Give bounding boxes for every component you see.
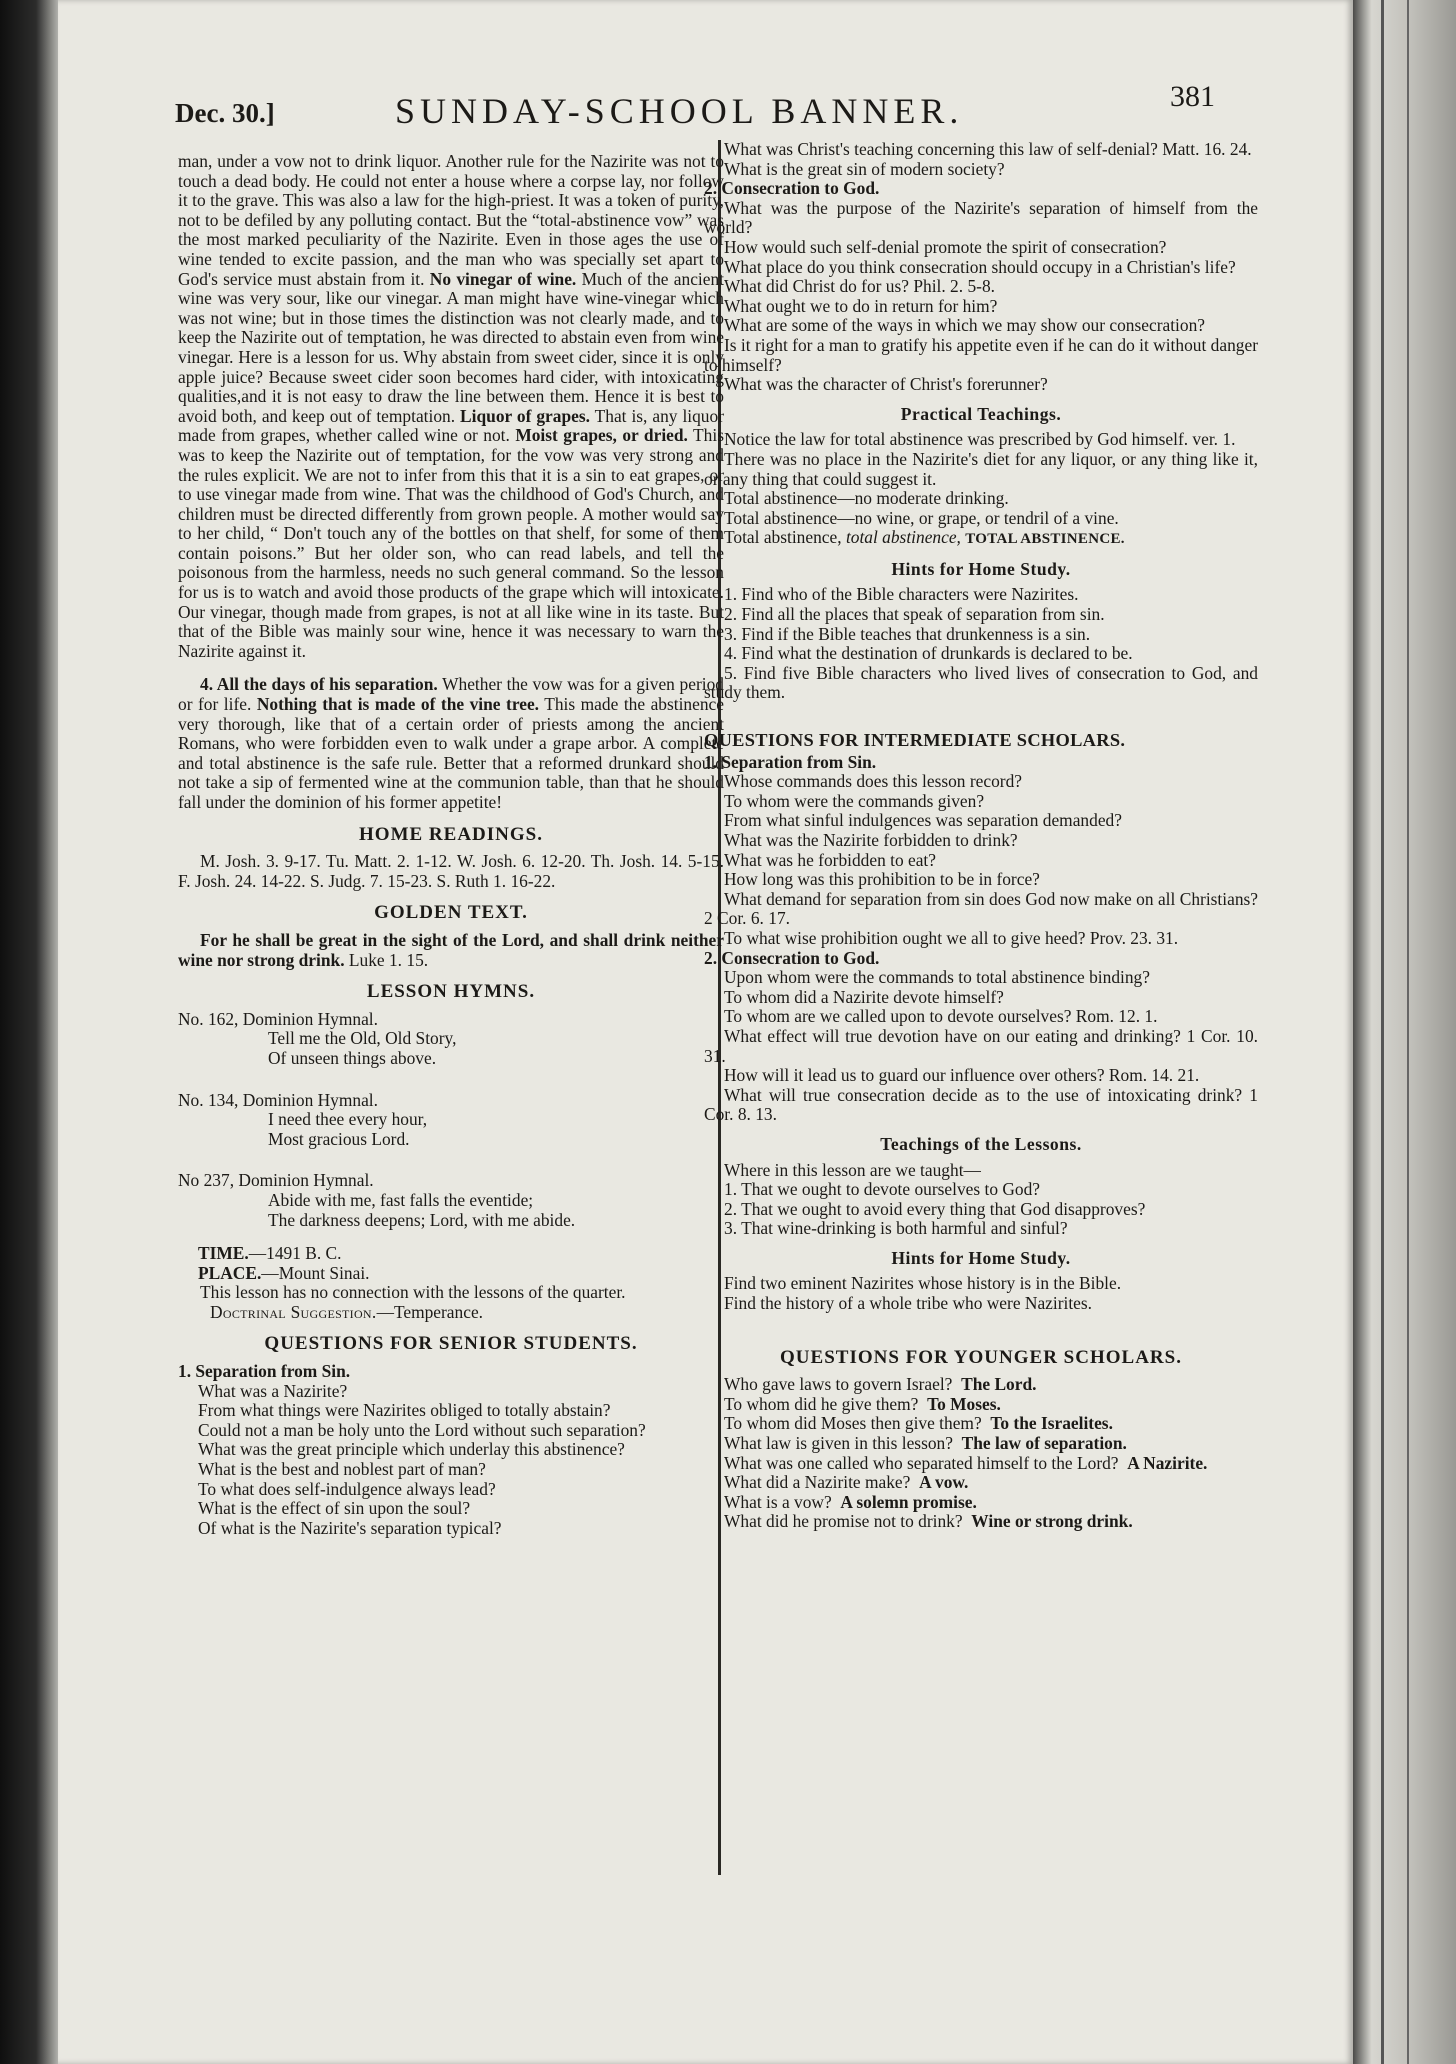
bold-phrase: Nothing that is made of the vine tree. xyxy=(256,694,540,715)
doctrinal-value: —Temperance. xyxy=(376,1301,484,1322)
question-item: To what wise prohibition ought we all to give heed? Prov. 23. 31. xyxy=(724,927,1179,948)
question-item: What was he forbidden to eat? xyxy=(724,849,936,870)
time-label: TIME. xyxy=(198,1243,249,1264)
section-heading: QUESTIONS FOR INTERMEDIATE SCHOLARS. xyxy=(704,730,1126,751)
teaching-item: 2. That we ought to avoid every thing that God disapproves? xyxy=(724,1198,1146,1219)
commentary-paragraph xyxy=(178,152,724,661)
question-text: To whom did Moses then give them? xyxy=(724,1413,982,1434)
question-list xyxy=(704,968,1258,1125)
hymn-line: I need thee every hour, xyxy=(268,1109,428,1130)
teaching-item: 3. That wine-drinking is both harmful and sinful? xyxy=(724,1218,1068,1239)
question-item: Upon whom were the commands to total abstinence binding? xyxy=(724,967,1150,988)
section-heading: LESSON HYMNS. xyxy=(366,981,536,1003)
hymn-line: Abide with me, fast falls the eventide; xyxy=(268,1189,534,1210)
question-item: Of what is the Nazirite's separation typical? xyxy=(198,1517,502,1538)
place-value: —Mount Sinai. xyxy=(261,1262,370,1283)
running-header xyxy=(175,70,1215,140)
question-item: Whose commands does this lesson record? xyxy=(724,771,1022,792)
question-answer-item xyxy=(704,1395,1258,1415)
teaching-list xyxy=(704,1180,1258,1239)
teaching-item: Total abstinence—no moderate drinking. xyxy=(724,488,1009,509)
question-text: What is a vow? xyxy=(724,1491,832,1512)
subsection-heading: 2. Consecration to God. xyxy=(704,947,880,968)
question-answer-item xyxy=(704,1512,1258,1532)
spacer xyxy=(704,703,1258,717)
question-list xyxy=(704,199,1258,395)
question-item: To whom were the commands given? xyxy=(724,790,985,811)
hymn-number: No 237, Dominion Hymnal. xyxy=(178,1170,374,1191)
hint-item: 4. Find what the destination of drunkards is declared to be. xyxy=(724,643,1133,664)
answer-text: A Nazirite. xyxy=(1127,1452,1208,1473)
spacer xyxy=(704,1314,1258,1336)
question-answer-item xyxy=(704,1414,1258,1434)
home-readings: M. Josh. 3. 9-17. Tu. Matt. 2. 1-12. W. Josh. 6. 12-20. Th. Josh. 14. 5-15. F. Josh. 24. 14-22. S. Judg. 7. 15-23. S. Ruth 1. 16-22. xyxy=(178,851,724,891)
subsection-heading: 2. Consecration to God. xyxy=(704,178,880,199)
question-item: What did Christ do for us? Phil. 2. 5-8. xyxy=(724,276,995,297)
question-text: To whom did he give them? xyxy=(724,1393,919,1414)
question-list xyxy=(704,140,1258,179)
question-answer-item xyxy=(704,1473,1258,1493)
connection-note: This lesson has no connection with the lessons of the quarter. xyxy=(200,1282,626,1303)
teaching-item: Notice the law for total abstinence was prescribed by God himself. ver. 1. xyxy=(724,429,1236,450)
left-column xyxy=(178,152,724,1538)
teaching-item: 1. That we ought to devote ourselves to God? xyxy=(724,1179,1041,1200)
question-item: What was the great principle which underlay this abstinence? xyxy=(198,1439,625,1460)
section-heading: QUESTIONS FOR YOUNGER SCHOLARS. xyxy=(780,1346,1182,1368)
commentary-paragraph xyxy=(178,675,724,812)
hint-item: 3. Find if the Bible teaches that drunkenness is a sin. xyxy=(724,623,1091,644)
hint-item: 1. Find who of the Bible characters were Nazirites. xyxy=(724,584,1079,605)
spacer xyxy=(178,1069,724,1091)
hint-item: 5. Find five Bible characters who lived lives of consecration to God, and study them. xyxy=(704,662,1258,703)
hint-item: Find two eminent Nazirites whose history is in the Bible. xyxy=(724,1273,1122,1294)
binding-shadow xyxy=(0,0,60,2064)
question-item: Could not a man be holy unto the Lord without such separation? xyxy=(198,1419,646,1440)
question-item: What is the best and noblest part of man? xyxy=(198,1459,486,1480)
hymn-line: Tell me the Old, Old Story, xyxy=(268,1028,457,1049)
section-heading: QUESTIONS FOR SENIOR STUDENTS. xyxy=(264,1333,638,1355)
hymn-number: No. 162, Dominion Hymnal. xyxy=(178,1008,378,1029)
question-item: What is the great sin of modern society? xyxy=(724,158,1005,179)
hymn-line: The darkness deepens; Lord, with me abide. xyxy=(268,1209,576,1230)
answer-text: To the Israelites. xyxy=(990,1413,1113,1434)
question-item: From what sinful indulgences was separation demanded? xyxy=(724,810,1122,831)
page-stack-edge xyxy=(1353,0,1456,2064)
question-item: What was the character of Christ's forerunner? xyxy=(724,374,1048,395)
hint-item: Find the history of a whole tribe who were Nazirites. xyxy=(724,1293,1093,1314)
question-item: What is the effect of sin upon the soul? xyxy=(198,1498,471,1519)
hint-item: 2. Find all the places that speak of separation from sin. xyxy=(724,604,1105,625)
question-item: What effect will true devotion have on our eating and drinking? 1 Cor. 10. 31. xyxy=(704,1025,1258,1066)
answer-text: To Moses. xyxy=(927,1393,1001,1414)
page-number: 381 xyxy=(1170,80,1215,113)
question-item: From what things were Nazirites obliged to totally abstain? xyxy=(198,1400,611,1421)
text-run: That is, any liquor made from grapes, whether called wine or not. xyxy=(178,405,724,446)
question-answer-item xyxy=(704,1454,1258,1474)
question-item: To whom are we called upon to devote ourselves? Rom. 12. 1. xyxy=(724,1006,1158,1027)
spacer xyxy=(178,661,724,675)
question-list xyxy=(704,772,1258,948)
hymn-line: Of unseen things above. xyxy=(268,1047,437,1068)
question-item: What was the Nazirite forbidden to drink? xyxy=(724,830,1018,850)
question-item: To what does self-indulgence always lead? xyxy=(198,1478,496,1499)
teaching-item xyxy=(704,528,1258,550)
question-text: What law is given in this lesson? xyxy=(724,1433,953,1454)
teaching-list xyxy=(704,430,1258,528)
italic-phrase: total abstinence, xyxy=(845,527,961,548)
subsection-heading: 1. Separation from Sin. xyxy=(178,1361,351,1382)
teaching-item: Total abstinence—no wine, or grape, or tendril of a vine. xyxy=(724,507,1119,528)
text-run: Much of the ancient wine was very sour, like our vinegar. A man might have wine-vinegar which was not wine; but in those times the distinction was not clearly made, and to keep the Nazirite out of temptation, he was directed to abstain even from wine vinegar. Here is a lesson for us. Why abstain from sweet cider, since it is only apple juice? Because sweet cider soon becomes hard cider, with intoxicating qualities,and it is not easy to draw the line between them. Hence it is best to avoid both, and keep out of temptation. xyxy=(178,268,725,426)
right-column xyxy=(704,140,1258,1532)
hint-list xyxy=(704,585,1258,703)
hymn-line: Most gracious Lord. xyxy=(268,1128,410,1149)
question-item: To whom did a Nazirite devote himself? xyxy=(724,986,1004,1007)
doctrinal-suggestion xyxy=(178,1303,724,1323)
golden-text xyxy=(178,931,724,970)
section-heading: Practical Teachings. xyxy=(900,403,1062,424)
bold-phrase: 4. All the days of his separation. xyxy=(200,674,438,695)
text-run: This was to keep the Nazirite out of temptation, for the vow was very strong and the rules explicit. We are not to infer from this that it is a sin to eat grapes, or to use vinegar made from wine. That was the childhood of God's Church, and children must be directed differently from grown people. A mother would say to her child, “ Don't touch any of the bottles on that shelf, for some of them contain poisons.” But her older son, who can read labels, and tell the poisonous from the harmless, needs no such general command. So the lesson for us is to watch and avoid those products of the grape which will intoxicate. Our vinegar, though made from grapes, is not at all like wine in its taste. But that of the Bible was mainly sour wine, hence it was necessary to warn the Nazirite against it. xyxy=(178,425,724,661)
question-text: What was one called who separated himself to the Lord? xyxy=(724,1452,1119,1473)
question-answer-list xyxy=(704,1375,1258,1532)
subsection-heading: 1. Separation from Sin. xyxy=(704,751,877,772)
bold-phrase: Moist grapes, or dried. xyxy=(515,425,688,446)
edge-stripe xyxy=(1381,0,1384,2064)
question-text: What did he promise not to drink? xyxy=(724,1511,963,1532)
question-item: What was Christ's teaching concerning this law of self-denial? Matt. 16. 24. xyxy=(724,139,1252,159)
bold-phrase: Liquor of grapes. xyxy=(460,405,590,426)
header-date: Dec. 30.] xyxy=(175,98,275,128)
answer-text: The law of separation. xyxy=(961,1433,1127,1454)
question-item: What was the purpose of the Nazirite's separation of himself from the world? xyxy=(704,197,1258,238)
answer-text: The Lord. xyxy=(961,1374,1037,1395)
spacer xyxy=(178,1230,724,1244)
spacer xyxy=(178,1149,724,1171)
question-item: What will true consecration decide as to the use of intoxicating drink? 1 Cor. 8. 13. xyxy=(704,1084,1258,1125)
time-line xyxy=(178,1244,724,1264)
question-item: What are some of the ways in which we may show our consecration? xyxy=(724,315,1205,336)
question-item: How would such self-denial promote the spirit of consecration? xyxy=(724,236,1167,257)
hint-list xyxy=(704,1274,1258,1313)
question-item: What demand for separation from sin does God now make on all Christians? 2 Cor. 6. 17. xyxy=(704,888,1258,929)
hymn-number: No. 134, Dominion Hymnal. xyxy=(178,1089,378,1110)
section-heading: GOLDEN TEXT. xyxy=(374,902,528,924)
question-answer-item xyxy=(704,1434,1258,1454)
question-item: How will it lead us to guard our influence over others? Rom. 14. 21. xyxy=(724,1065,1200,1086)
section-heading: HOME READINGS. xyxy=(359,823,543,845)
edge-stripe xyxy=(1407,0,1409,2064)
answer-text: A solemn promise. xyxy=(840,1491,977,1512)
text-run: Total abstinence, xyxy=(724,527,842,548)
text-run: This made the abstinence very thorough, like that of a certain order of priests among the ancient Romans, who were forbidden even to walk under a grape arbor. A complete and total abstinence is the safe rule. Better that a reformed drunkard should not take a sip of fermented wine at the communion table, than that he should fall under the dominion of his former appetite! xyxy=(178,694,724,812)
text-run: Whether the vow was for a given period or for life. xyxy=(178,674,724,715)
question-item: What ought we to do in return for him? xyxy=(724,295,998,316)
header-title: SUNDAY-SCHOOL BANNER. xyxy=(395,91,964,131)
teachings-intro: Where in this lesson are we taught— xyxy=(724,1159,981,1180)
place-line xyxy=(178,1264,724,1284)
question-answer-item xyxy=(704,1375,1258,1395)
place-label: PLACE. xyxy=(198,1262,262,1283)
question-list xyxy=(178,1382,724,1539)
answer-text: Wine or strong drink. xyxy=(971,1511,1133,1532)
time-value: —1491 B. C. xyxy=(248,1243,342,1264)
question-text: What did a Nazirite make? xyxy=(724,1472,911,1493)
question-text: Who gave laws to govern Israel? xyxy=(724,1374,953,1395)
question-answer-item xyxy=(704,1493,1258,1513)
section-heading: Hints for Home Study. xyxy=(891,1247,1071,1268)
answer-text: A vow. xyxy=(919,1472,969,1493)
golden-text-reference: Luke 1. 15. xyxy=(348,949,429,970)
question-item: What place do you think consecration should occupy in a Christian's life? xyxy=(724,256,1236,277)
text-run: man, under a vow not to drink liquor. Another rule for the Nazirite was not to touch a dead body. He could not enter a house where a corpse lay, nor follow it to the grave. This was also a law for the high-priest. It was a token of purity, not to be defiled by any polluting contact. But the “total-abstinence vow” was the most marked peculiarity of the Nazirite. Even in those ages the use of wine tended to excite passion, and the man who was specially set apart to God's service must abstain from it. xyxy=(178,151,724,289)
section-heading: Hints for Home Study. xyxy=(891,558,1071,579)
teaching-item: There was no place in the Nazirite's diet for any liquor, or any thing like it, or any thing that could suggest it. xyxy=(704,448,1258,489)
question-item: What was a Nazirite? xyxy=(198,1380,348,1401)
section-heading: Teachings of the Lessons. xyxy=(880,1133,1082,1154)
caps-phrase: TOTAL ABSTINENCE. xyxy=(965,531,1125,548)
question-item: Is it right for a man to gratify his appetite even if he can do it without danger to himself? xyxy=(704,334,1258,375)
doctrinal-label: Doctrinal Suggestion. xyxy=(210,1301,377,1322)
golden-text-verse: For he shall be great in the sight of the Lord, and shall drink neither wine nor strong drink. xyxy=(178,929,724,970)
question-item: How long was this prohibition to be in force? xyxy=(724,869,1040,890)
bold-phrase: No vinegar of wine. xyxy=(429,268,577,289)
